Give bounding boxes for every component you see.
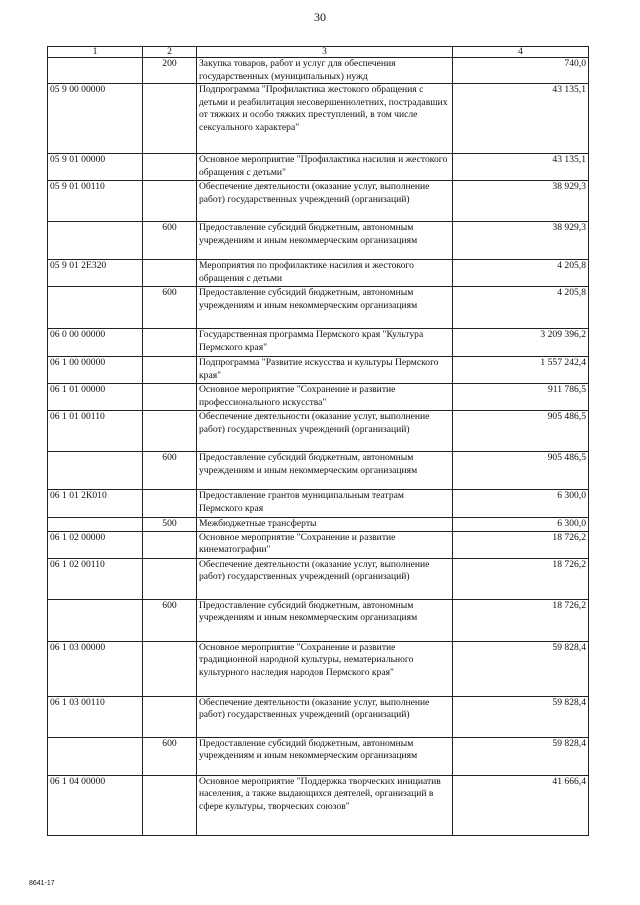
row-amount: 43 135,1: [453, 154, 589, 181]
table-row: [48, 737, 589, 775]
row-amount: 6 300,0: [453, 518, 589, 532]
row-kind: [143, 558, 197, 599]
row-kind: 200: [143, 58, 197, 84]
row-name: Предоставление субсидий бюджетным, автономным учреждениям и иным некоммерческим организациям: [197, 452, 453, 490]
row-amount: 59 828,4: [453, 696, 589, 737]
row-name: Основное мероприятие "Профилактика насилия и жестокого обращения с детьми": [197, 154, 453, 181]
table-row: [48, 775, 589, 835]
table-row: [48, 181, 589, 222]
row-amount: 38 929,3: [453, 181, 589, 222]
row-kind: [143, 154, 197, 181]
row-kind: [143, 490, 197, 518]
column-header-1: 1: [48, 47, 143, 58]
budget-table: [47, 46, 589, 836]
page-number: 30: [314, 10, 326, 24]
row-name: Предоставление субсидий бюджетным, автономным учреждениям и иным некоммерческим организациям: [197, 599, 453, 641]
table-row: [48, 260, 589, 287]
row-code: [48, 518, 143, 532]
row-amount: 4 205,8: [453, 287, 589, 329]
table-row: [48, 599, 589, 641]
row-code: 06 1 00 00000: [48, 357, 143, 384]
row-code: 06 1 03 00000: [48, 641, 143, 696]
table-row: [48, 696, 589, 737]
row-name: Обеспечение деятельности (оказание услуг, выполнение работ) государственных учреждений (организаций): [197, 411, 453, 452]
table-row: [48, 329, 589, 357]
row-kind: [143, 384, 197, 411]
row-name: Межбюджетные трансферты: [197, 518, 453, 532]
row-kind: [143, 641, 197, 696]
row-kind: [143, 181, 197, 222]
row-name: Обеспечение деятельности (оказание услуг, выполнение работ) государственных учреждений (организаций): [197, 558, 453, 599]
row-kind: [143, 696, 197, 737]
row-kind: 600: [143, 452, 197, 490]
row-amount: 6 300,0: [453, 490, 589, 518]
row-kind: [143, 329, 197, 357]
table-row: [48, 84, 589, 154]
column-header-2: 2: [143, 47, 197, 58]
row-name: Предоставление субсидий бюджетным, автономным учреждениям и иным некоммерческим организациям: [197, 222, 453, 260]
row-name: Предоставление субсидий бюджетным, автономным учреждениям и иным некоммерческим организациям: [197, 737, 453, 775]
document-footer-code: 8641-17: [29, 880, 55, 887]
row-code: 06 1 01 2К010: [48, 490, 143, 518]
row-amount: 18 726,2: [453, 531, 589, 558]
row-kind: [143, 357, 197, 384]
row-amount: 43 135,1: [453, 84, 589, 154]
row-code: 06 1 01 00110: [48, 411, 143, 452]
row-name: Предоставление грантов муниципальным театрам Пермского края: [197, 490, 453, 518]
table-header-row: [48, 47, 589, 58]
row-code: [48, 58, 143, 84]
row-name: Закупка товаров, работ и услуг для обеспечения государственных (муниципальных) нужд: [197, 58, 453, 84]
row-name: Предоставление субсидий бюджетным, автономным учреждениям и иным некоммерческим организациям: [197, 287, 453, 329]
row-amount: 59 828,4: [453, 641, 589, 696]
table-row: [48, 490, 589, 518]
row-kind: 500: [143, 518, 197, 532]
row-amount: 38 929,3: [453, 222, 589, 260]
row-code: 06 1 02 00110: [48, 558, 143, 599]
table-row: [48, 357, 589, 384]
row-amount: 740,0: [453, 58, 589, 84]
row-name: Обеспечение деятельности (оказание услуг, выполнение работ) государственных учреждений (организаций): [197, 181, 453, 222]
row-kind: [143, 775, 197, 835]
row-code: 06 0 00 00000: [48, 329, 143, 357]
row-name: Основное мероприятие "Сохранение и развитие кинематографии": [197, 531, 453, 558]
table-row: [48, 384, 589, 411]
row-amount: 18 726,2: [453, 558, 589, 599]
row-name: Подпрограмма "Развитие искусства и культуры Пермского края": [197, 357, 453, 384]
table-row: [48, 411, 589, 452]
row-code: [48, 452, 143, 490]
row-name: Подпрограмма "Профилактика жестокого обращения с детьми и реабилитация несовершеннолетних, пострадавших от тяжких и особо тяжких преступлений, в том числе сексуального характера": [197, 84, 453, 154]
row-code: [48, 599, 143, 641]
row-amount: 4 205,8: [453, 260, 589, 287]
row-amount: 18 726,2: [453, 599, 589, 641]
table-row: [48, 531, 589, 558]
table-row: [48, 518, 589, 532]
row-name: Основное мероприятие "Сохранение и развитие профессионального искусства": [197, 384, 453, 411]
row-kind: [143, 531, 197, 558]
row-amount: 3 209 396,2: [453, 329, 589, 357]
row-name: Основное мероприятие "Сохранение и развитие традиционной народной культуры, нематериального культурного наследия народов Пермского края": [197, 641, 453, 696]
row-code: 06 1 04 00000: [48, 775, 143, 835]
row-kind: [143, 260, 197, 287]
row-kind: 600: [143, 599, 197, 641]
row-kind: 600: [143, 287, 197, 329]
row-name: Мероприятия по профилактике насилия и жестокого обращения с детьми: [197, 260, 453, 287]
row-amount: 911 786,5: [453, 384, 589, 411]
row-name: Обеспечение деятельности (оказание услуг, выполнение работ) государственных учреждений (организаций): [197, 696, 453, 737]
table-row: [48, 287, 589, 329]
column-header-4: 4: [453, 47, 589, 58]
row-code: [48, 287, 143, 329]
row-code: 06 1 01 00000: [48, 384, 143, 411]
row-code: [48, 222, 143, 260]
table-row: [48, 558, 589, 599]
row-kind: [143, 84, 197, 154]
row-code: 05 9 01 00000: [48, 154, 143, 181]
row-kind: [143, 411, 197, 452]
row-kind: 600: [143, 737, 197, 775]
table-row: [48, 641, 589, 696]
row-code: 06 1 03 00110: [48, 696, 143, 737]
row-code: 05 9 01 00110: [48, 181, 143, 222]
table-row: [48, 452, 589, 490]
column-header-3: 3: [197, 47, 453, 58]
row-amount: 59 828,4: [453, 737, 589, 775]
row-amount: 1 557 242,4: [453, 357, 589, 384]
table-row: [48, 222, 589, 260]
row-amount: 905 486,5: [453, 411, 589, 452]
table-row: [48, 154, 589, 181]
row-amount: 905 486,5: [453, 452, 589, 490]
row-kind: 600: [143, 222, 197, 260]
row-code: 05 9 00 00000: [48, 84, 143, 154]
row-name: Государственная программа Пермского края "Культура Пермского края": [197, 329, 453, 357]
row-name: Основное мероприятие "Поддержка творческих инициатив населения, а также выдающихся деятелей, организаций в сфере культуры, творческих союзов": [197, 775, 453, 835]
row-code: 05 9 01 2Е320: [48, 260, 143, 287]
table-row: [48, 58, 589, 84]
row-code: 06 1 02 00000: [48, 531, 143, 558]
row-code: [48, 737, 143, 775]
row-amount: 41 666,4: [453, 775, 589, 835]
